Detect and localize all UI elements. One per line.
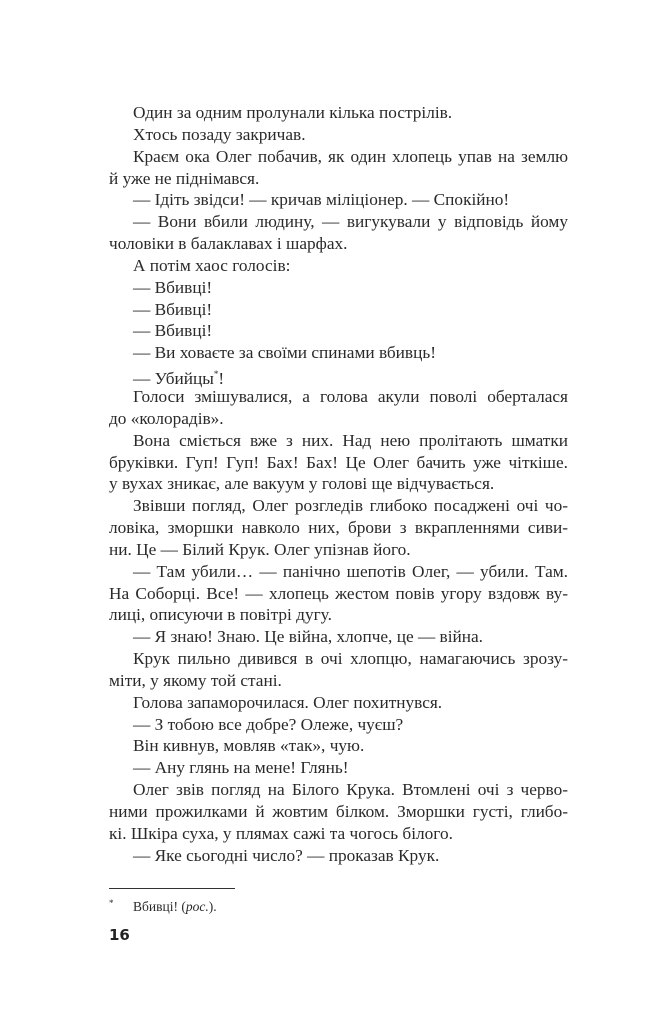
- text-line: Він кивнув, мовляв «так», чую.: [133, 736, 365, 756]
- text-line: — Ідіть звідси! — кричав міліціонер. — Спокійно!: [133, 190, 510, 210]
- text-line: лиці, описуючи в повітрі дугу.: [109, 605, 332, 625]
- text-line: кі. Шкіра суха, у плямах сажі та чогось білого.: [109, 823, 453, 843]
- text-line: Вона сміється вже з них. Над нею пролітають шматки: [133, 430, 568, 450]
- text-line: Краєм ока Олег побачив, як один хлопець упав на землю: [133, 146, 568, 166]
- text-line: ни. Це — Білий Крук. Олег упізнав його.: [109, 539, 411, 559]
- text-line: до «колорадів».: [109, 408, 224, 428]
- footnote-italic: рос.: [185, 899, 209, 914]
- text-line: Хтось позаду закричав.: [133, 124, 306, 144]
- text-line: — Вони вбили людину, — вигукували у відповідь йому: [133, 212, 568, 232]
- text-line: міти, у якому той стані.: [109, 670, 282, 690]
- footnote-divider: [109, 888, 235, 889]
- text-line: — Ану глянь на мене! Глянь!: [133, 758, 349, 778]
- text-line: — Ви ховаєте за своїми спинами вбивць!: [133, 343, 436, 363]
- footnote-text-end: ).: [208, 899, 217, 914]
- text-line: ними прожилками й жовтим білком. Зморшки густі, глибо-: [109, 802, 568, 821]
- text-line: — Я знаю! Знаю. Це війна, хлопче, це — війна.: [133, 627, 483, 647]
- text-line: — Вбивці!: [133, 299, 213, 319]
- text-span: !: [218, 369, 225, 389]
- page-number: 16: [109, 926, 130, 944]
- text-line: Голоси змішувалися, а голова акули поволі оберталася: [133, 386, 568, 406]
- text-line: Олег звів погляд на Білого Крука. Втомлені очі з черво-: [133, 780, 568, 800]
- text-line: — З тобою все добре? Олеже, чуєш?: [133, 714, 404, 734]
- body-text: [109, 102, 568, 867]
- text-line: На Соборці. Все! — хлопець жестом повів угору вздовж ву-: [109, 583, 568, 603]
- footnote-mark: *: [109, 898, 114, 908]
- text-line: Голова запаморочилася. Олег похитнувся.: [133, 692, 443, 712]
- text-line: [109, 364, 568, 389]
- text-line: Крук пильно дивився в очі хлопцю, намагаючись зрозу-: [133, 649, 568, 669]
- text-line: Звівши погляд, Олег розгледів глибоко посаджені очі чо-: [133, 496, 568, 516]
- text-line: — Вбивці!: [133, 277, 213, 297]
- text-line: — Там убили… — панічно шепотів Олег, — убили. Там.: [133, 561, 568, 581]
- text-line: А потім хаос голосів:: [133, 255, 291, 275]
- text-span: — Убийцы: [133, 369, 214, 389]
- text-line: ловіка, зморшки навколо них, брови з вкрапленнями сиви-: [109, 518, 568, 538]
- text-line: у вухах зникає, але вакуум у голові ще відчувається.: [109, 474, 495, 494]
- footnote: [109, 898, 217, 915]
- text-line: — Яке сьогодні число? — проказав Крук.: [133, 845, 440, 865]
- text-line: й уже не піднімався.: [109, 168, 260, 188]
- text-line: Один за одним пролунали кілька пострілів.: [133, 103, 453, 122]
- footnote-reference[interactable]: *: [213, 369, 219, 380]
- text-line: чоловіки в балаклавах і шарфах.: [109, 234, 348, 254]
- text-line: бруківки. Гуп! Гуп! Бах! Бах! Це Олег бачить уже чіткіше.: [109, 452, 568, 472]
- footnote-text: Вбивці! (: [133, 899, 186, 914]
- text-line: — Вбивці!: [133, 321, 213, 341]
